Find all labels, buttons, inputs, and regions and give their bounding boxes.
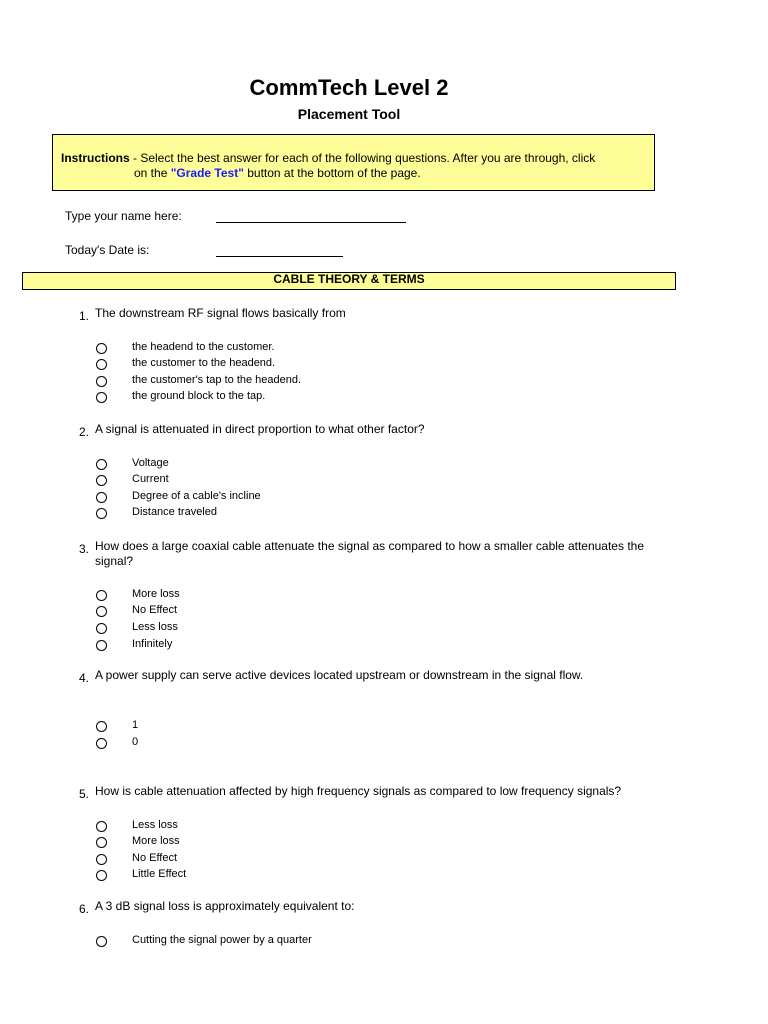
radio-button[interactable]: [96, 837, 107, 848]
answer-option-label: No Effect: [132, 852, 178, 864]
answer-option-label: the customer's tap to the headend.: [132, 374, 302, 386]
question-number: 5.: [79, 787, 90, 801]
grade-test-reference: "Grade Test": [170, 166, 244, 180]
question-text: A signal is attenuated in direct proportion to what other factor?: [95, 422, 425, 436]
question-number: 2.: [79, 425, 90, 439]
radio-button[interactable]: [96, 606, 107, 617]
answer-option-label: More loss: [132, 835, 180, 847]
instructions-box: [52, 134, 655, 191]
radio-button[interactable]: [96, 392, 107, 403]
answer-option-label: the customer to the headend.: [132, 357, 276, 369]
question-number: 4.: [79, 671, 90, 685]
radio-button[interactable]: [96, 738, 107, 749]
radio-button[interactable]: [96, 492, 107, 503]
radio-button[interactable]: [96, 854, 107, 865]
answer-option-label: the ground block to the tap.: [132, 390, 266, 402]
question-text: The downstream RF signal flows basically from: [95, 306, 346, 320]
answer-option-label: Degree of a cable's incline: [132, 490, 261, 502]
radio-button[interactable]: [96, 623, 107, 634]
instructions-line-2: [134, 166, 421, 181]
answer-option-label: Cutting the signal power by a quarter: [132, 934, 312, 946]
radio-button[interactable]: [96, 640, 107, 651]
radio-button[interactable]: [96, 508, 107, 519]
radio-button[interactable]: [96, 936, 107, 947]
date-field[interactable]: [216, 256, 343, 257]
radio-button[interactable]: [96, 343, 107, 354]
answer-option-label: Less loss: [132, 819, 178, 831]
answer-option-label: 1: [132, 719, 139, 731]
radio-button[interactable]: [96, 359, 107, 370]
question-text: How is cable attenuation affected by high frequency signals as compared to low frequency signals?: [95, 784, 622, 798]
question-number: 3.: [79, 542, 90, 556]
answer-option-label: No Effect: [132, 604, 178, 616]
radio-button[interactable]: [96, 376, 107, 387]
instructions-label: Instructions: [61, 151, 130, 165]
question-text-continued: signal?: [95, 554, 134, 568]
radio-button[interactable]: [96, 475, 107, 486]
answer-option-label: Little Effect: [132, 868, 187, 880]
question-text: A 3 dB signal loss is approximately equivalent to:: [95, 899, 355, 913]
page-title: CommTech Level 2: [249, 75, 449, 100]
radio-button[interactable]: [96, 590, 107, 601]
answer-option-label: Current: [132, 473, 169, 485]
date-label: Today's Date is:: [65, 243, 150, 257]
radio-button[interactable]: [96, 870, 107, 881]
answer-option-label: Less loss: [132, 621, 178, 633]
page-subtitle: Placement Tool: [297, 106, 401, 122]
instructions-text-1: - Select the best answer for each of the following questions. After you are through, click: [129, 151, 596, 165]
section-header: CABLE THEORY & TERMS: [22, 272, 676, 290]
question-text: How does a large coaxial cable attenuate the signal as compared to how a smaller cable attenuates the: [95, 539, 644, 553]
answer-option-label: More loss: [132, 588, 180, 600]
answer-option-label: Voltage: [132, 457, 169, 469]
radio-button[interactable]: [96, 721, 107, 732]
question-number: 6.: [79, 902, 90, 916]
instructions-line-1: [61, 151, 595, 166]
answer-option-label: Infinitely: [132, 638, 173, 650]
question-text: A power supply can serve active devices located upstream or downstream in the signal flow.: [95, 668, 584, 682]
radio-button[interactable]: [96, 821, 107, 832]
answer-option-label: Distance traveled: [132, 506, 217, 518]
answer-option-label: the headend to the customer.: [132, 341, 275, 353]
radio-button[interactable]: [96, 459, 107, 470]
instructions-text-2-prefix: on the: [134, 166, 171, 180]
instructions-text-2-suffix: button at the bottom of the page.: [243, 166, 421, 180]
name-label: Type your name here:: [65, 209, 182, 223]
question-number: 1.: [79, 309, 90, 323]
name-field[interactable]: [216, 222, 406, 223]
answer-option-label: 0: [132, 736, 139, 748]
